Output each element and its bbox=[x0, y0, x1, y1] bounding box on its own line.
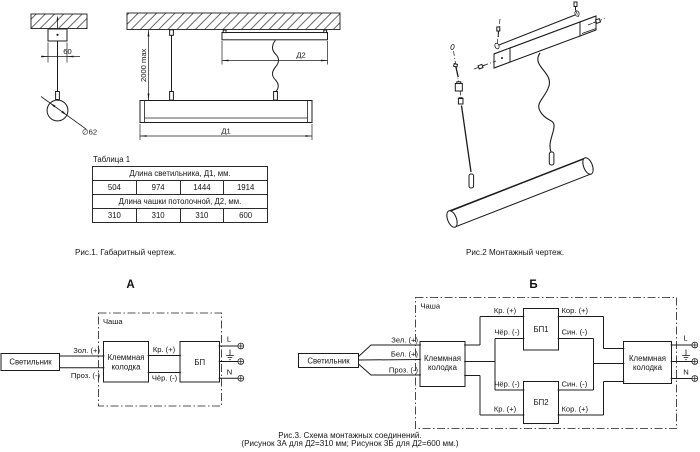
ceiling-hatch bbox=[31, 14, 87, 29]
wire-red-label: Кр. (+) bbox=[493, 305, 517, 315]
wire-clear-label: Проз. (-) bbox=[70, 370, 100, 380]
luminaire-tube bbox=[445, 156, 595, 228]
ceiling-channel bbox=[494, 16, 596, 68]
table-header-d2: Длина чашки потолочной, Д2, мм. bbox=[93, 195, 268, 209]
cord-end-fitting bbox=[549, 152, 554, 165]
table-1 bbox=[92, 166, 268, 223]
terminal-n-label: N bbox=[683, 367, 689, 377]
fig2-caption: Рис.2 Монтажный чертеж. bbox=[466, 248, 565, 257]
table-cell-d1: 1444 bbox=[180, 181, 224, 195]
cup-label: Чаша bbox=[103, 317, 123, 326]
wire-green-label: Зел. (+) bbox=[391, 335, 418, 345]
fig3-caption-line1: Рис.3. Схема монтажных соединений. bbox=[278, 431, 422, 440]
terminal-block-label: колодка bbox=[633, 363, 662, 373]
cup-label: Чаша bbox=[420, 301, 441, 311]
table-cell-d2: 310 bbox=[180, 209, 224, 223]
wire-black-label: Чёр. (-) bbox=[494, 327, 520, 337]
terminal-screw-icon bbox=[238, 375, 244, 381]
fig1-main-view bbox=[127, 13, 340, 140]
wire-blue-label: Син. (-) bbox=[561, 379, 588, 389]
terminal-l-label: L bbox=[226, 334, 232, 344]
suspension-kit-exploded bbox=[450, 44, 473, 188]
table-cell-d2: 600 bbox=[224, 209, 268, 223]
table-cell-d1: 504 bbox=[93, 181, 137, 195]
psu-label: БП bbox=[194, 357, 206, 367]
terminal-screw-icon bbox=[238, 343, 244, 349]
table-cell-d1: 974 bbox=[136, 181, 180, 195]
ceiling-hatch bbox=[127, 13, 340, 30]
coiled-cord bbox=[273, 40, 279, 92]
luminaire-body bbox=[140, 101, 312, 123]
fig3-caption bbox=[145, 432, 555, 449]
earth-ground-icon bbox=[682, 350, 690, 360]
wire-red-label: Кр. (+) bbox=[152, 344, 176, 354]
coiled-cord bbox=[538, 53, 554, 152]
wire-clear-label: Проз. (-) bbox=[388, 365, 418, 375]
ceiling-cup bbox=[222, 33, 328, 40]
dim-dia62-label: ∅62 bbox=[82, 127, 98, 137]
table-header-d1: Длина светильника, Д1, мм. bbox=[93, 167, 268, 181]
dim-60 bbox=[41, 43, 80, 63]
dim-2000max-label: 2000 max bbox=[139, 48, 148, 82]
dim-d1-label: Д1 bbox=[221, 126, 231, 136]
dim-60-label: 60 bbox=[63, 47, 72, 56]
terminal-block-label: Клеммная bbox=[628, 353, 667, 363]
schematic-b bbox=[299, 279, 698, 429]
screw-left bbox=[474, 61, 496, 69]
terminal-block-label: колодка bbox=[111, 362, 141, 372]
wire-black-label: Чёр. (-) bbox=[151, 373, 178, 383]
schematic-a bbox=[1, 279, 244, 406]
table1-title: Таблица 1 bbox=[93, 155, 131, 164]
terminal-n-label: N bbox=[226, 367, 233, 377]
terminal-block-label: колодка bbox=[428, 363, 457, 373]
dim-d2-label: Д2 bbox=[296, 50, 306, 60]
dim-d1 bbox=[140, 124, 312, 140]
wire-brown-label: Кор. (+) bbox=[561, 305, 589, 315]
earth-ground-icon bbox=[226, 350, 234, 360]
table-cell-d2: 310 bbox=[136, 209, 180, 223]
terminal-block-label: Клеммная bbox=[423, 353, 462, 363]
wire-brown-label: Кор. (+) bbox=[561, 404, 589, 414]
fig1-canopy-detail bbox=[31, 14, 97, 137]
psu2-label: БП2 bbox=[533, 398, 549, 407]
terminal-block-label: Клеммная bbox=[107, 353, 145, 363]
dim-2000max bbox=[139, 30, 149, 100]
schematic-b-title: Б bbox=[529, 279, 538, 291]
terminal-screw-icon bbox=[692, 359, 698, 365]
wire-black-label: Чёр. (-) bbox=[494, 379, 520, 389]
luminaire-label: Светильник bbox=[307, 356, 350, 366]
terminal-l-label: L bbox=[683, 333, 688, 343]
screw-vertical bbox=[497, 19, 500, 46]
wire-gold-label: Зол. (+) bbox=[73, 345, 100, 355]
schematic-a-title: А bbox=[126, 279, 135, 291]
fig2-assembly-drawing bbox=[445, 2, 606, 229]
terminal-screw-icon bbox=[692, 342, 698, 348]
luminaire-label: Светильник bbox=[9, 357, 52, 367]
table-cell-d1: 1914 bbox=[224, 181, 268, 195]
table-cell-d2: 310 bbox=[93, 209, 137, 223]
wire-blue-label: Син. (-) bbox=[561, 327, 588, 337]
terminal-screw-icon bbox=[238, 359, 244, 365]
fig1-caption: Рис.1. Габаритный чертеж. bbox=[75, 247, 177, 257]
wire-red-label: Кр. (+) bbox=[493, 404, 517, 414]
wire-white-label: Бел. (+) bbox=[390, 349, 418, 359]
cable-grip bbox=[56, 92, 60, 100]
psu1-label: БП1 bbox=[533, 325, 549, 334]
terminal-screw-icon bbox=[692, 376, 698, 382]
cable-end-fitting bbox=[469, 174, 474, 188]
fig3-caption-line2: (Рисунок 3А для Д2=310 мм; Рисунок 3Б для Д2=600 мм.) bbox=[241, 439, 459, 449]
